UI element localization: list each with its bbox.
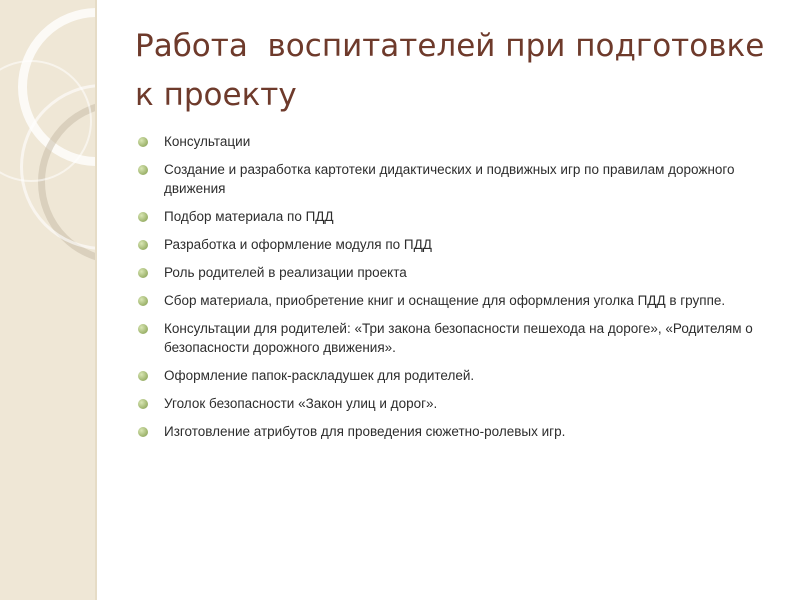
bullet-item — [135, 319, 785, 357]
bullet-icon — [138, 240, 148, 250]
bullet-list — [135, 132, 785, 441]
bullet-item — [135, 263, 785, 282]
bullet-text: Консультации — [164, 134, 251, 149]
bullet-icon — [138, 427, 148, 437]
bullet-icon — [138, 296, 148, 306]
slide-content — [135, 22, 785, 450]
bullet-text: Уголок безопасности «Закон улиц и дорог». — [164, 396, 438, 411]
bullet-item — [135, 160, 785, 198]
bullet-icon — [138, 165, 148, 175]
bullet-item — [135, 366, 785, 385]
bullet-text: Изготовление атрибутов для проведения сюжетно-ролевых игр. — [164, 424, 566, 439]
bullet-text: Сбор материала, приобретение книг и оснащение для оформления уголка ПДД в группе. — [164, 293, 726, 308]
bullet-icon — [138, 371, 148, 381]
bullet-text: Роль родителей в реализации проекта — [164, 265, 407, 280]
bullet-text: Подбор материала по ПДД — [164, 209, 334, 224]
bullet-item — [135, 132, 785, 151]
bullet-item — [135, 235, 785, 254]
bullet-text: Разработка и оформление модуля по ПДД — [164, 237, 432, 252]
bullet-text: Оформление папок-раскладушек для родителей. — [164, 368, 475, 383]
bullet-item — [135, 422, 785, 441]
bullet-item — [135, 394, 785, 413]
bullet-icon — [138, 137, 148, 147]
bullet-icon — [138, 268, 148, 278]
bullet-icon — [138, 212, 148, 222]
slide-title: Работа воспитателей при подготовке к проекту — [135, 28, 775, 113]
bullet-item — [135, 291, 785, 310]
bullet-text: Создание и разработка картотеки дидактических и подвижных игр по правилам дорожного движения — [164, 162, 735, 196]
sidebar-edge — [95, 0, 97, 600]
bullet-icon — [138, 399, 148, 409]
bullet-item — [135, 207, 785, 226]
decorative-sidebar — [0, 0, 95, 600]
bullet-text: Консультации для родителей: «Три закона безопасности пешехода на дороге», «Родителям о безопасности дорожного движения». — [164, 321, 753, 355]
bullet-icon — [138, 324, 148, 334]
